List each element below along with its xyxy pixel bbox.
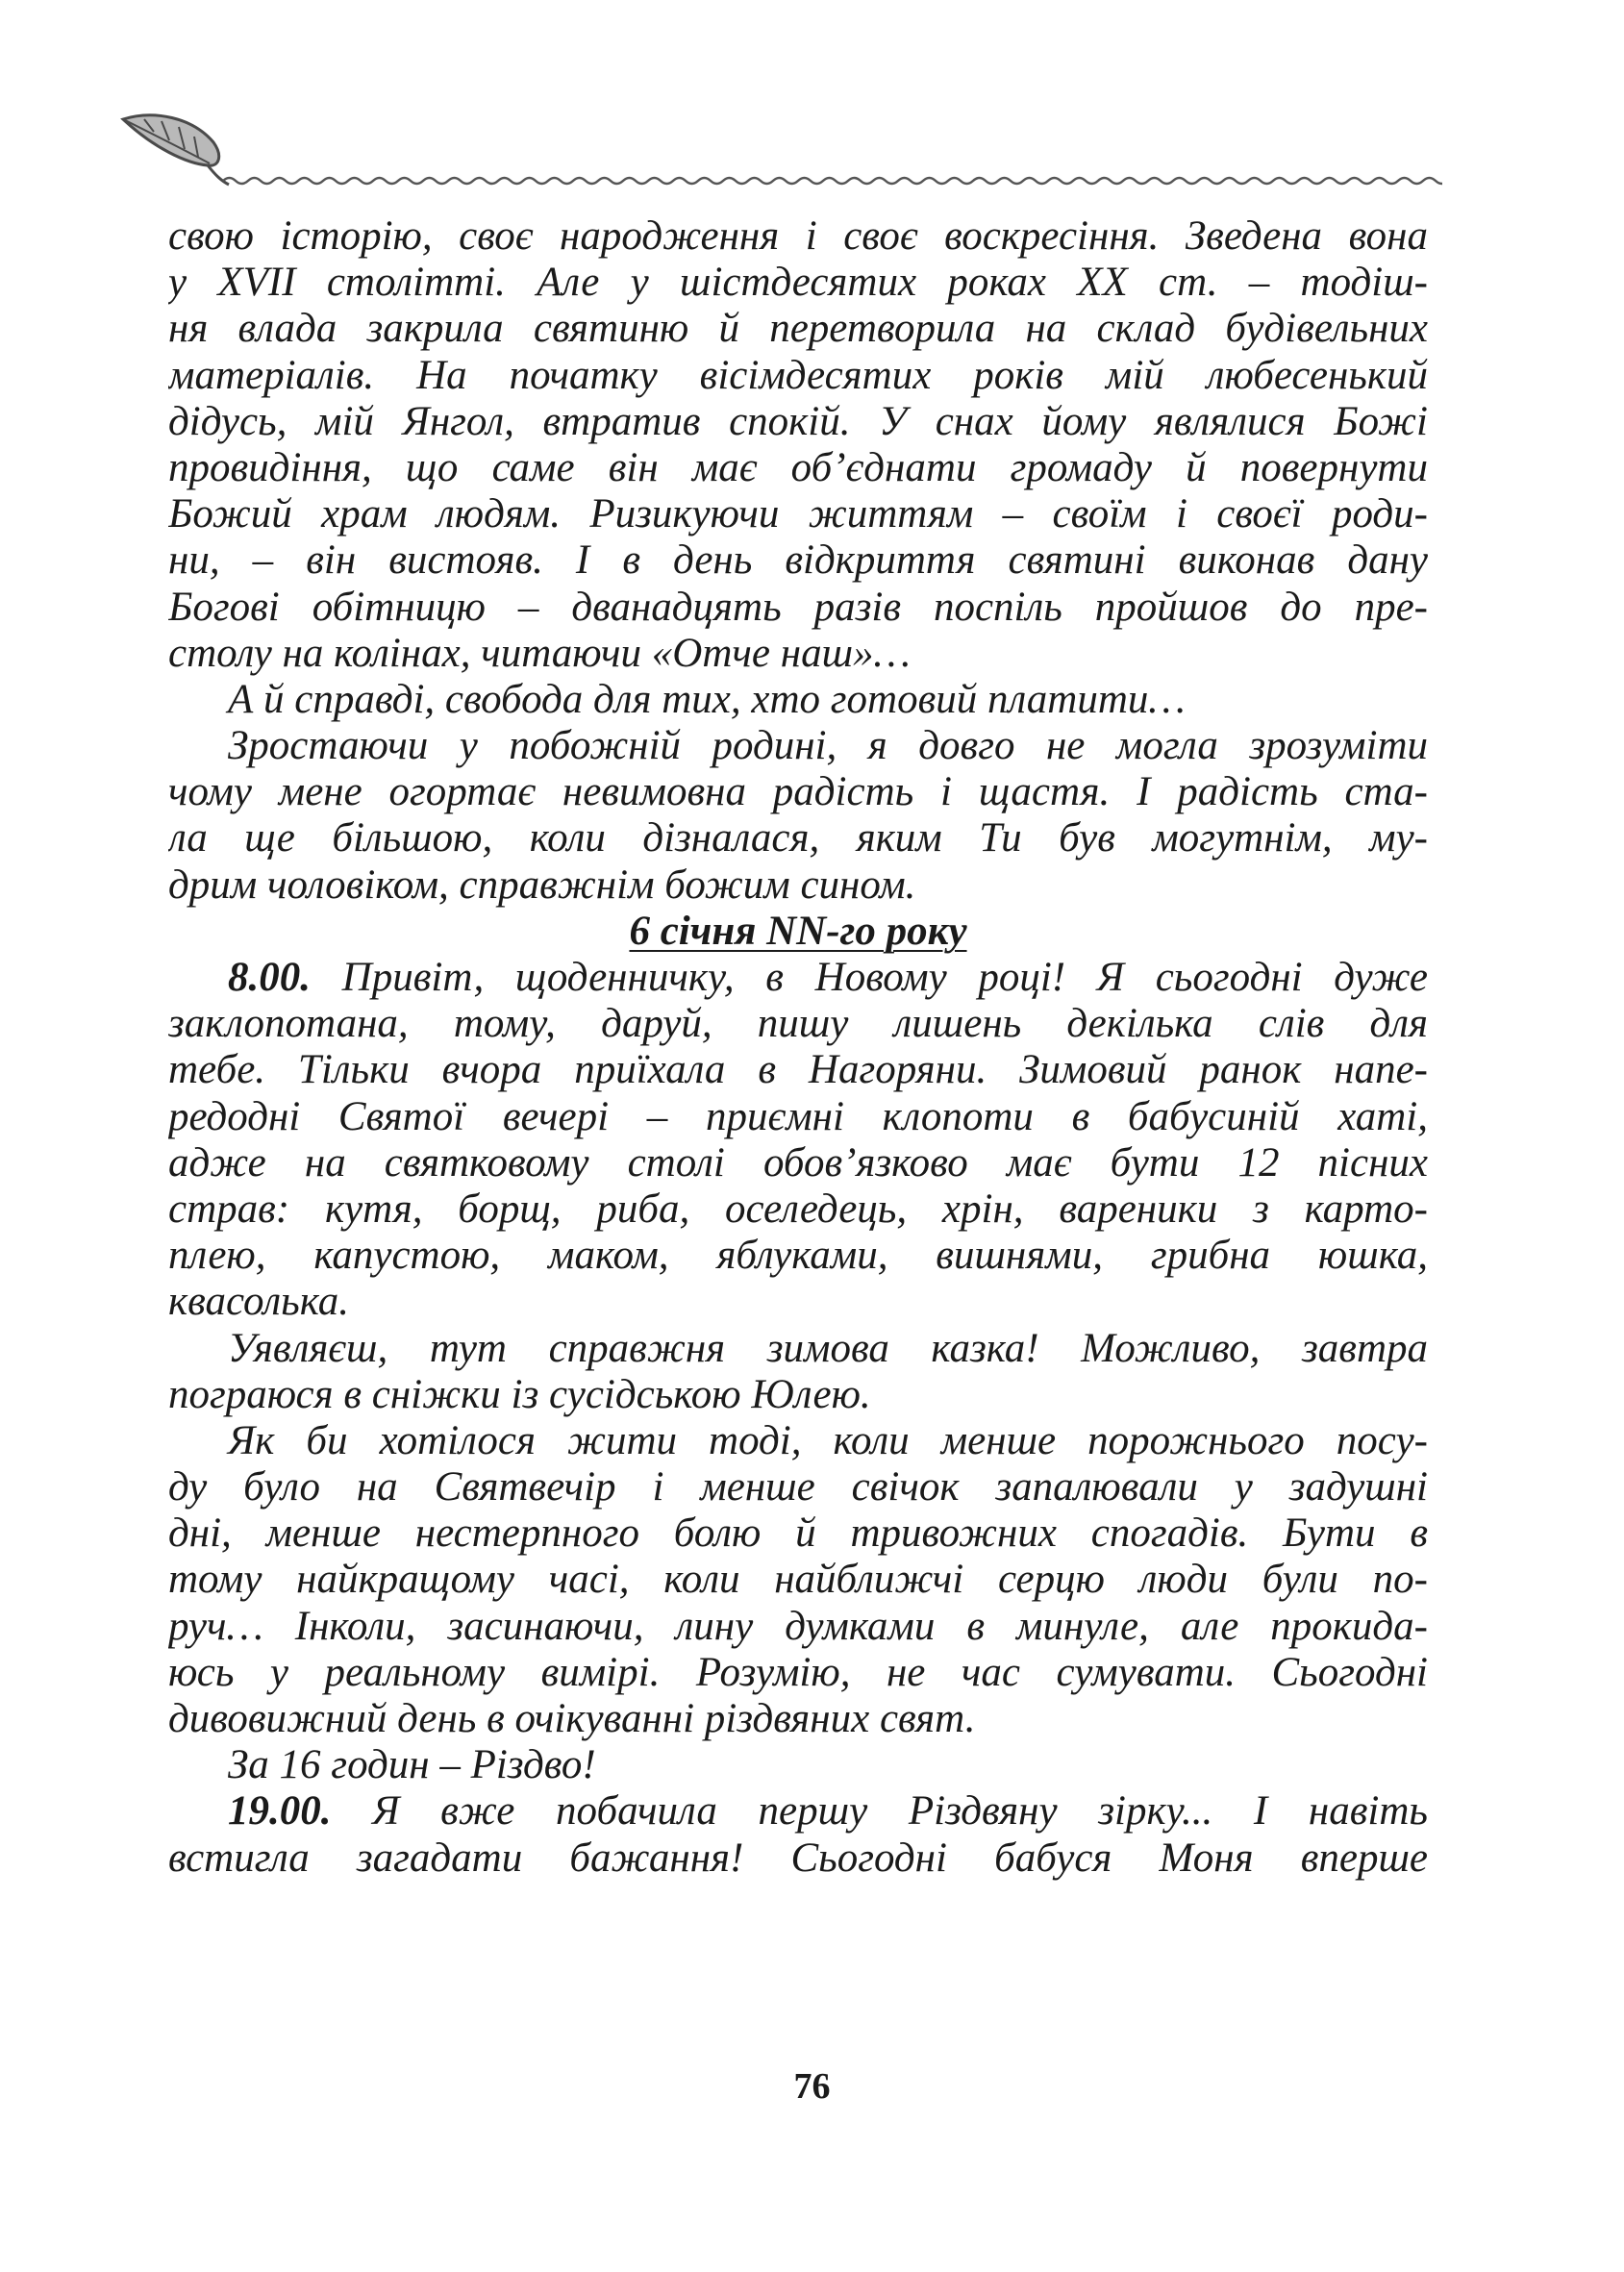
text-line: ня влада закрила святиню й перетворила на склад будівельних (168, 306, 1428, 352)
text-line: За 16 годин – Різдво! (228, 1742, 596, 1788)
text-line: Божий храм людям. Ризикуючи життям – своїм і своєї роди- (168, 491, 1428, 537)
text-line: страв: кутя, борщ, риба, оселедець, хрін, вареники з карто- (168, 1186, 1428, 1232)
text-line: А й справді, свобода для тих, хто готовий платити… (228, 676, 1186, 722)
entry-text: Я вже побачила першу Різдвяну зірку... І навіть (331, 1788, 1428, 1835)
text-line (168, 1788, 1428, 1835)
page-text (168, 213, 1428, 1882)
text-line: чому мене огортає невимовна радість і щастя. І радість ста- (168, 769, 1428, 815)
page-number: 76 (793, 2066, 831, 2107)
header-ornament (115, 106, 1442, 202)
text-line: Уявляєш, тут справжня зимова казка! Можливо, завтра (228, 1325, 1428, 1371)
text-line: адже на святковому столі обов’язково має бути 12 пісних (168, 1139, 1428, 1186)
text-line: свою історію, своє народження і своє воскресіння. Зведена вона (168, 213, 1428, 259)
entry-date-heading (168, 909, 1428, 955)
text-line: матеріалів. На початку вісімдесятих років мій любесенький (168, 352, 1428, 398)
text-line: дивовижний день в очікуванні різдвяних свят. (168, 1696, 976, 1741)
entry-time: 19.00. (228, 1788, 332, 1835)
text-line: заклопотана, тому, даруй, пишу лишень декілька слів для (168, 1001, 1428, 1047)
text-line: дідусь, мій Янгол, втратив спокій. У снах йому являлися Божі (168, 398, 1428, 444)
text-line: пограюся в сніжки із сусідською Юлею. (168, 1371, 871, 1417)
text-line: ни, – він вистояв. І в день відкриття святині виконав дану (168, 537, 1428, 584)
text-line: руч… Інколи, засинаючи, лину думками в минуле, але прокида- (168, 1603, 1428, 1649)
text-line: юсь у реальному вимірі. Розумію, не час сумувати. Сьогодні (168, 1649, 1428, 1695)
text-line: провидіння, що саме він має об’єднати громаду й повернути (168, 444, 1428, 490)
text-line: квасолька. (168, 1279, 350, 1325)
text-line: дрим чоловіком, справжнім божим сином. (168, 861, 916, 908)
text-line: дні, менше нестерпного болю й тривожних спогадів. Бути в (168, 1511, 1428, 1557)
text-line: Зростаючи у побожній родині, я довго не могла зрозуміти (228, 723, 1428, 769)
entry-time: 8.00. (228, 955, 311, 1000)
text-line: тому найкращому часі, коли найближчі серцю люди були по- (168, 1557, 1428, 1603)
entry-text: Привіт, щоденничку, в Новому році! Я сьогодні дуже (311, 955, 1428, 1000)
text-line: у XVII столітті. Але у шістдесятих роках XX ст. – тодіш- (168, 260, 1428, 306)
text-line: ду було на Святвечір і менше свічок запалювали у задушні (168, 1464, 1428, 1511)
text-line: встигла загадати бажання! Сьогодні бабуся Моня вперше (168, 1835, 1428, 1881)
feather-icon (123, 115, 229, 185)
text-line: ла ще більшою, коли дізналася, яким Ти був могутнім, му- (168, 815, 1428, 861)
entry-date-heading-text: 6 січня NN-го року (629, 908, 967, 954)
text-line: Як би хотілося жити тоді, коли менше порожнього посу- (228, 1417, 1428, 1463)
text-line: столу на колінах, читаючи «Отче наш»… (168, 630, 911, 676)
text-line: редодні Святої вечері – приємні клопоти в бабусиній хаті, (168, 1093, 1428, 1139)
text-line: плею, капустою, маком, яблуками, вишнями, грибна юшка, (168, 1233, 1428, 1279)
wavy-line-icon (223, 178, 1442, 184)
text-line: тебе. Тільки вчора приїхала в Нагоряни. Зимовий ранок напе- (168, 1047, 1428, 1093)
text-line (168, 955, 1428, 1001)
text-line: Богові обітницю – дванадцять разів поспіль пройшов до пре- (168, 584, 1428, 630)
